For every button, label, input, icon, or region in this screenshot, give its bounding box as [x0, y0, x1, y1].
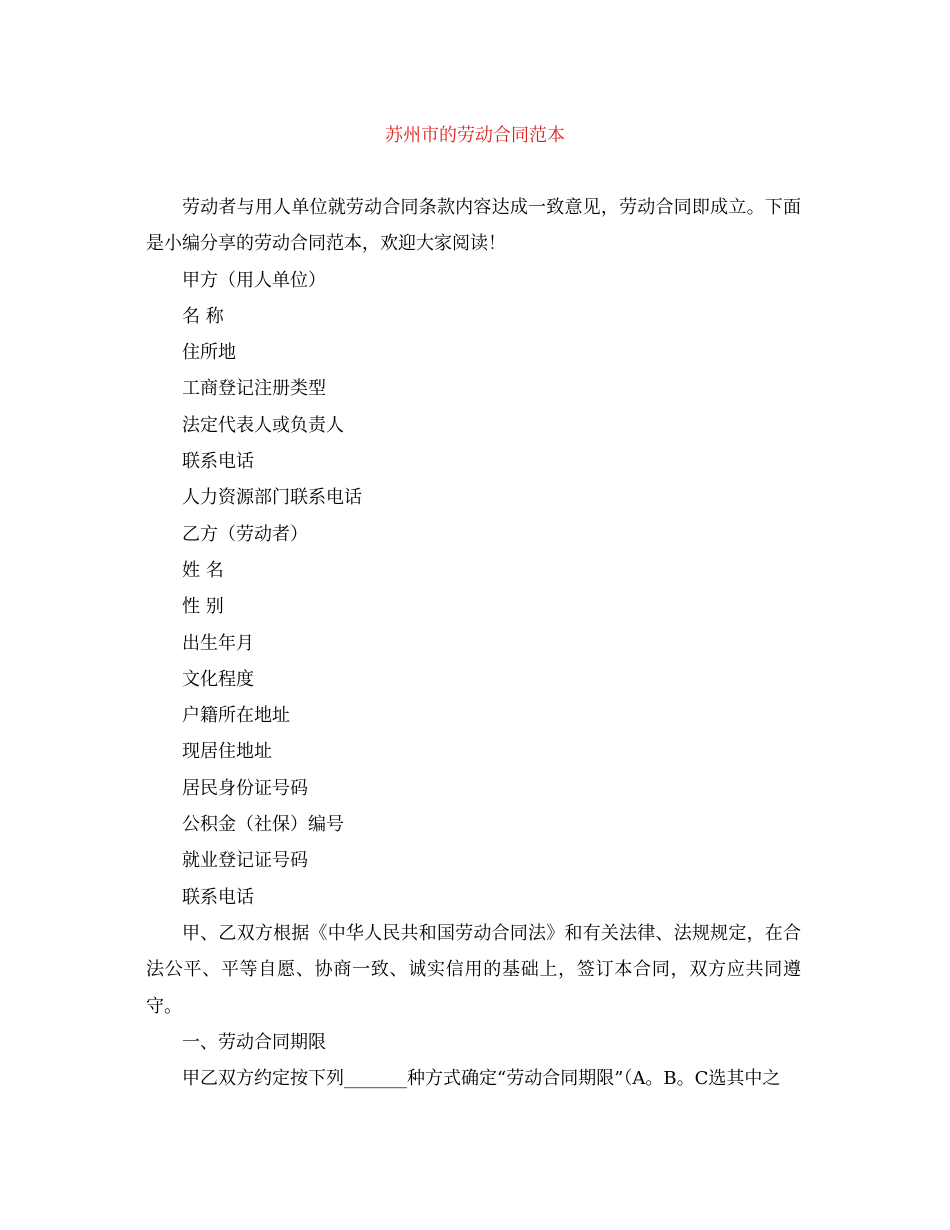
paragraph-agreement: 甲、乙双方根据《中华人民共和国劳动合同法》和有关法律、法规规定，在合法公平、平等自愿、协商一致、诚实信用的基础上，签订本合同，双方应共同遵守。	[146, 922, 801, 1017]
paragraph-intro: 劳动者与用人单位就劳动合同条款内容达成一致意见，劳动合同即成立。下面是小编分享的劳动合同范本，欢迎大家阅读！	[146, 197, 801, 255]
party-a-legal-rep-label: 法定代表人或负责人	[182, 414, 344, 436]
party-b-current-address-label: 现居住地址	[182, 741, 272, 763]
party-b-phone-label: 联系电话	[182, 886, 254, 908]
party-b-name-label: 姓 名	[182, 559, 224, 581]
party-a-registration-type-label: 工商登记注册类型	[182, 378, 326, 400]
party-b-employment-reg-label: 就业登记证号码	[182, 850, 308, 872]
party-b-hukou-label: 户籍所在地址	[182, 705, 290, 727]
party-b-birth-label: 出生年月	[182, 632, 254, 654]
party-b-education-label: 文化程度	[182, 668, 254, 690]
party-a-address-label: 住所地	[182, 342, 236, 364]
party-b-id-number-label: 居民身份证号码	[182, 777, 308, 799]
party-a-name-label: 名 称	[182, 305, 224, 327]
party-b-fund-number-label: 公积金（社保）编号	[182, 814, 344, 836]
party-b-gender-label: 性 别	[182, 596, 224, 618]
party-a-hr-phone-label: 人力资源部门联系电话	[182, 487, 362, 509]
document-body	[146, 190, 801, 1097]
paragraph-term: 甲乙双方约定按下列_______种方式确定“劳动合同期限”（A。B。C选其中之	[182, 1068, 781, 1090]
party-a-heading: 甲方（用人单位）	[182, 269, 326, 291]
document-title: 苏州市的劳动合同范本	[385, 125, 565, 146]
section-heading-term: 一、劳动合同期限	[182, 1031, 326, 1053]
party-a-phone-label: 联系电话	[182, 451, 254, 473]
party-b-heading: 乙方（劳动者）	[182, 523, 308, 545]
